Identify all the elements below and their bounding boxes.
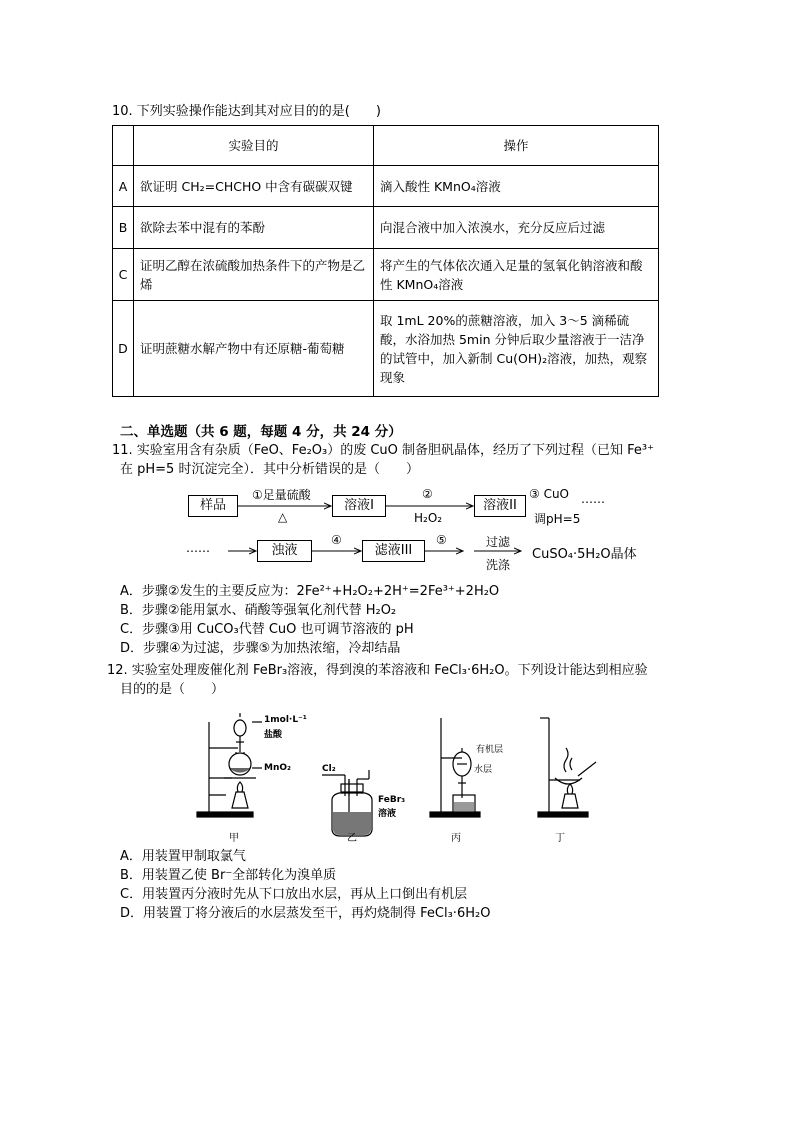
question-11-option-a: A．步骤②发生的主要反应为：2Fe²⁺+H₂O₂+2H⁺=2Fe³⁺+2H₂O (120, 584, 500, 599)
apparatus-b-label2: FeBr₃ (378, 795, 406, 805)
flow-step2-top: ② (422, 487, 433, 501)
apparatus-a-label2: 盐酸 (264, 730, 283, 740)
apparatus-name-yi: 乙 (347, 833, 357, 844)
apparatus-b-label1: Cl₂ (322, 764, 336, 774)
row-goal: 证明蔗糖水解产物中有还原糖-葡萄糖 (134, 301, 374, 397)
flow-sample-box: 样品 (188, 495, 238, 517)
flow-filtrate3-box: 滤液III (362, 540, 425, 562)
apparatus-bing (430, 718, 480, 817)
question-12-stem-line1: 12. 实验室处理废催化剂 FeBr₃溶液，得到溴的苯溶液和 FeCl₃·6H₂O。下列设计能达到相应验 (107, 663, 648, 678)
flow-turbid-box: 浊液 (257, 540, 312, 562)
row-goal: 证明乙醇在浓硫酸加热条件下的产物是乙烯 (134, 249, 374, 301)
row-op: 将产生的气体依次通入足量的氢氧化钠溶液和酸性 KMnO₄溶液 (374, 249, 659, 301)
flow-final-bottom: 洗涤 (486, 558, 511, 572)
row-op: 取 1mL 20%的蔗糖溶液，加入 3～5 滴稀硫酸，水浴加热 5min 分钟后取少量溶液于一洁净的试管中，加入新制 Cu(OH)₂溶液，加热，观察现象 (374, 301, 659, 397)
question-11-option-c: C．步骤③用 CuCO₃代替 CuO 也可调节溶液的 pH (120, 622, 414, 637)
row-op: 滴入酸性 KMnO₄溶液 (374, 166, 659, 207)
apparatus-c-label2: 水层 (474, 765, 493, 775)
row-goal: 欲证明 CH₂=CHCHO 中含有碳碳双键 (134, 166, 374, 207)
flow-step1-bottom: △ (278, 510, 288, 524)
row-label: B (113, 207, 134, 249)
question-11-option-d: D．步骤④为过滤，步骤⑤为加热浓缩，冷却结晶 (120, 641, 401, 656)
apparatus-name-ding: 丁 (555, 833, 565, 844)
question-12-option-b: B．用装置乙使 Br⁻全部转化为溴单质 (120, 868, 337, 883)
apparatus-name-bing: 丙 (451, 833, 461, 844)
question-11-stem-line2: 在 pH=5 时沉淀完全）．其中分析错误的是（ ） (120, 462, 419, 477)
flow-step2-bottom: H₂O₂ (414, 511, 443, 525)
question-12-option-c: C．用装置丙分液时先从下口放出水层，再从上口倒出有机层 (120, 887, 468, 902)
question-11-stem-line1: 11. 实验室用含有杂质（FeO、Fe₂O₃）的废 CuO 制备胆矾晶体，经历了下列过程（已知 Fe³⁺ (112, 443, 655, 458)
apparatus-b-label3: 溶液 (378, 809, 397, 819)
apparatus-a-label3: MnO₂ (264, 763, 291, 773)
row-op: 向混合液中加入浓溴水，充分反应后过滤 (374, 207, 659, 249)
flow-step3-bottom: 调pH=5 (534, 512, 581, 526)
flow-step5-label: ⑤ (436, 533, 447, 547)
question-10-stem: 10. 下列实验操作能达到其对应目的的是( ) (112, 104, 381, 119)
question-12-option-a: A．用装置甲制取氯气 (120, 849, 246, 864)
apparatus-c-label1: 有机层 (476, 745, 504, 755)
question-11-option-b: B．步骤②能用氯水、硝酸等强氧化剂代替 H₂O₂ (120, 603, 397, 618)
row-goal: 欲除去苯中混有的苯酚 (134, 207, 374, 249)
row-label: D (113, 301, 134, 397)
table-header-op: 操作 (374, 126, 659, 166)
apparatus-ding (538, 718, 596, 817)
flow-dots-1: …… (581, 492, 605, 506)
flow-dots-2: …… (186, 541, 210, 555)
apparatus-yi (322, 770, 372, 836)
apparatus-name-jia: 甲 (229, 833, 239, 844)
flow-solution1-box: 溶液I (332, 495, 386, 517)
section-heading: 二、单选题（共 6 题，每题 4 分，共 24 分） (120, 424, 402, 440)
apparatus-jia (197, 713, 262, 817)
row-label: C (113, 249, 134, 301)
flow-final-top: 过滤 (486, 535, 511, 549)
flow-solution2-box: 溶液II (474, 495, 526, 517)
flow-step1-top: ①足量硫酸 (252, 488, 311, 502)
question-12-stem-line2: 目的的是（ ） (120, 682, 225, 697)
flow-step4-label: ④ (331, 533, 342, 547)
apparatus-a-label1: 1mol·L⁻¹ (264, 715, 307, 725)
flow-product: CuSO₄·5H₂O晶体 (532, 547, 637, 562)
question-12-option-d: D．用装置丁将分液后的水层蒸发至干，再灼烧制得 FeCl₃·6H₂O (120, 906, 491, 921)
flow-step3-top: ③ CuO (529, 487, 570, 501)
table-header-goal: 实验目的 (134, 126, 374, 166)
row-label: A (113, 166, 134, 207)
